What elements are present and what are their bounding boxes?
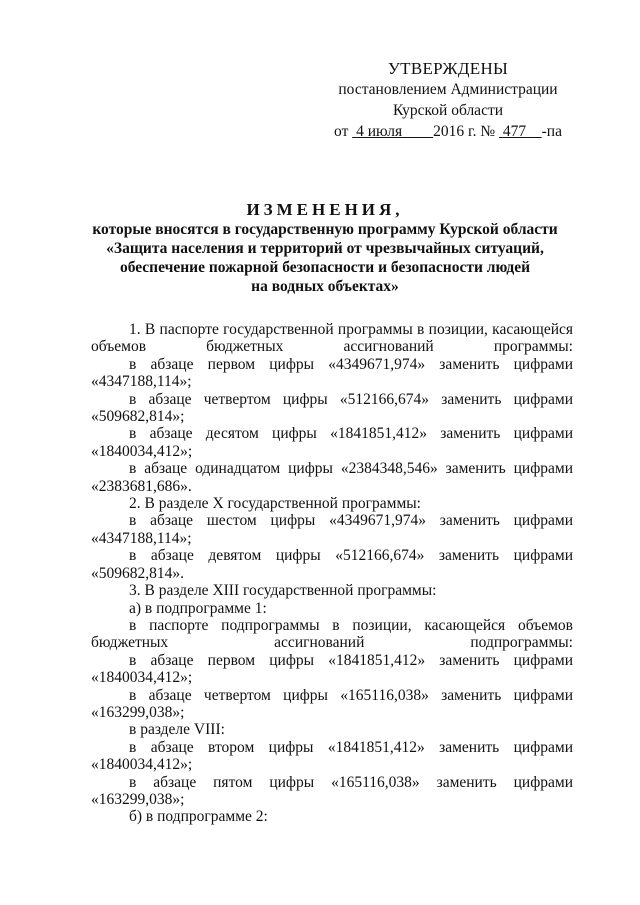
paragraph-1a: в абзаце первом цифры «4349671,974» заменить цифрами «4347188,114»; bbox=[91, 355, 573, 391]
approval-heading: УТВЕРЖДЕНЫ bbox=[387, 59, 509, 78]
date-day-month: 4 июля bbox=[356, 123, 403, 140]
paragraph-1b: в абзаце четвертом цифры «512166,674» заменить цифрами «509682,814»; bbox=[91, 390, 573, 426]
title-line-4: на водных объектах» bbox=[251, 278, 399, 295]
paragraph-3a-2: в абзаце первом цифры «1841851,412» заменить цифрами «1840034,412»; bbox=[91, 651, 573, 687]
title-line-1: которые вносятся в государственную программу Курской области bbox=[92, 221, 558, 238]
title-line-3: обеспечение пожарной безопасности и безопасности людей bbox=[119, 259, 531, 276]
paragraph-1c: в абзаце десятом цифры «1841851,412» заменить цифрами «1840034,412»; bbox=[91, 425, 573, 460]
paragraph-3a-3: в абзаце четвертом цифры «165116,038» заменить цифрами «163299,038»; bbox=[91, 686, 573, 721]
paragraph-3a: а) в подпрограмме 1: bbox=[129, 599, 267, 617]
decree-number: 477 bbox=[502, 123, 527, 140]
paragraph-1d: в абзаце одинадцатом цифры «2384348,546» заменить цифрами «2383681,686». bbox=[91, 460, 573, 495]
paragraph-3a-5: в абзаце втором цифры «1841851,412» заменить цифрами «1840034,412»; bbox=[91, 738, 573, 774]
paragraph-3a-4: в разделе VIII: bbox=[129, 721, 225, 739]
document-title bbox=[90, 200, 560, 296]
approval-line-2: Курской области bbox=[392, 102, 504, 119]
paragraph-3b: б) в подпрограмме 2: bbox=[129, 808, 268, 826]
paragraph-2: 2. В разделе X государственной программы: bbox=[129, 495, 421, 513]
paragraph-3: 3. В разделе XIII государственной программы: bbox=[129, 582, 437, 600]
paragraph-2b: в абзаце девятом цифры «512166,674» заменить цифрами «509682,814». bbox=[91, 547, 573, 582]
date-prefix: от bbox=[334, 123, 349, 140]
document-body bbox=[91, 321, 573, 826]
paragraph-1: 1. В паспорте государственной программы в позиции, касающейся объемов бюджетных ассигнований программы: bbox=[91, 321, 573, 356]
decree-suffix: -па bbox=[541, 123, 562, 140]
date-year: 2016 г. № bbox=[433, 123, 496, 140]
approval-line-1: постановлением Администрации bbox=[338, 81, 558, 98]
approval-stamp bbox=[318, 58, 578, 142]
approval-date-line bbox=[318, 121, 578, 142]
title-main: ИЗМЕНЕНИЯ, bbox=[246, 200, 404, 219]
title-line-2: «Защита населения и территорий от чрезвычайных ситуаций, bbox=[106, 240, 544, 257]
paragraph-3a-1: в паспорте подпрограммы в позиции, касающейся объемов бюджетных ассигнований подпрограммы: bbox=[91, 616, 573, 652]
paragraph-3a-6: в абзаце пятом цифры «165116,038» заменить цифрами «163299,038»; bbox=[91, 773, 573, 808]
paragraph-2a: в абзаце шестом цифры «4349671,974» заменить цифрами «4347188,114»; bbox=[91, 512, 573, 547]
